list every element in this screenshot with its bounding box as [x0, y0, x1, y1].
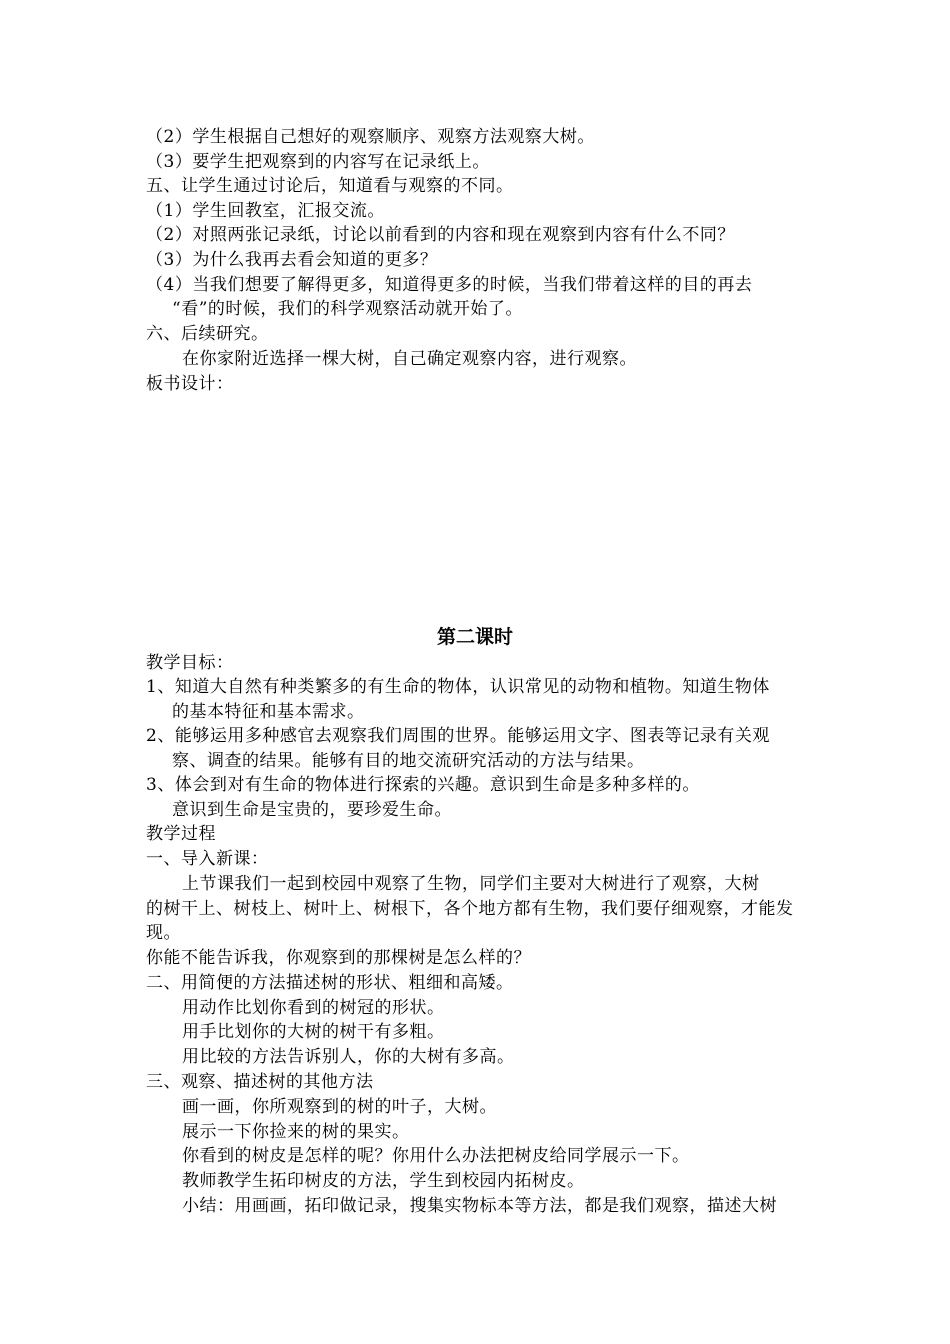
text-line: 用比较的方法告诉别人，你的大树有多高。 [182, 1047, 515, 1067]
text-line: 教学目标： [146, 653, 234, 673]
text-line: 五、让学生通过讨论后，知道看与观察的不同。 [146, 176, 514, 196]
text-line: 的基本特征和基本需求。 [172, 702, 365, 722]
text-line: 教师教学生拓印树皮的方法，学生到校园内拓树皮。 [182, 1171, 585, 1191]
text-line: “看”的时候，我们的科学观察活动就开始了。 [172, 299, 523, 319]
text-line: 教学过程 [146, 824, 216, 844]
text-line: 你看到的树皮是怎样的呢？你用什么办法把树皮给同学展示一下。 [182, 1146, 690, 1166]
text-line: （2）学生根据自己想好的观察顺序、观察方法观察大树。 [146, 127, 595, 147]
text-line: 画一画，你所观察到的树的叶子，大树。 [182, 1097, 497, 1117]
text-line: 现。 [146, 923, 181, 943]
text-line: 意识到生命是宝贵的，要珍爱生命。 [172, 800, 452, 820]
text-line: 的树干上、树枝上、树叶上、树根下，各个地方都有生物，我们要仔细观察，才能发 [146, 899, 794, 919]
text-line: 板书设计： [146, 374, 234, 394]
text-line: 察、调查的结果。能够有目的地交流研究活动的方法与结果。 [172, 751, 645, 771]
section-title: 第二课时 [436, 626, 513, 648]
text-line: 3、体会到对有生命的物体进行探索的兴趣。意识到生命是多种多样的。 [146, 775, 700, 795]
text-line: 你能不能告诉我，你观察到的那棵树是怎么样的？ [146, 948, 531, 968]
text-line: 三、观察、描述树的其他方法 [146, 1072, 374, 1092]
text-line: 展示一下你捡来的树的果实。 [182, 1122, 410, 1142]
text-line: （1）学生回教室，汇报交流。 [146, 201, 385, 221]
text-line: （3）要学生把观察到的内容写在记录纸上。 [146, 152, 490, 172]
text-line: 2、能够运用多种感官去观察我们周围的世界。能够运用文字、图表等记录有关观 [146, 726, 770, 746]
text-line: 1、知道大自然有种类繁多的有生命的物体，认识常见的动物和植物。知道生物体 [146, 677, 770, 697]
text-line: （4）当我们想要了解得更多，知道得更多的时候，当我们带着这样的目的再去 [146, 275, 753, 295]
text-line: （3）为什么我再去看会知道的更多？ [146, 250, 438, 270]
text-line: 在你家附近选择一棵大树，自己确定观察内容，进行观察。 [182, 349, 637, 369]
text-line: 用动作比划你看到的树冠的形状。 [182, 998, 445, 1018]
text-line: 六、后续研究。 [146, 324, 269, 344]
text-line: 一、导入新课： [146, 849, 269, 869]
text-line: 小结：用画画，拓印做记录，搜集实物标本等方法，都是我们观察，描述大树 [182, 1196, 777, 1216]
text-line: 上节课我们一起到校园中观察了生物，同学们主要对大树进行了观察，大树 [182, 874, 760, 894]
text-line: 二、用简便的方法描述树的形状、粗细和高矮。 [146, 973, 514, 993]
text-line: 用手比划你的大树的树干有多粗。 [182, 1022, 445, 1042]
text-line: （2）对照两张记录纸，讨论以前看到的内容和现在观察到内容有什么不同？ [146, 225, 735, 245]
